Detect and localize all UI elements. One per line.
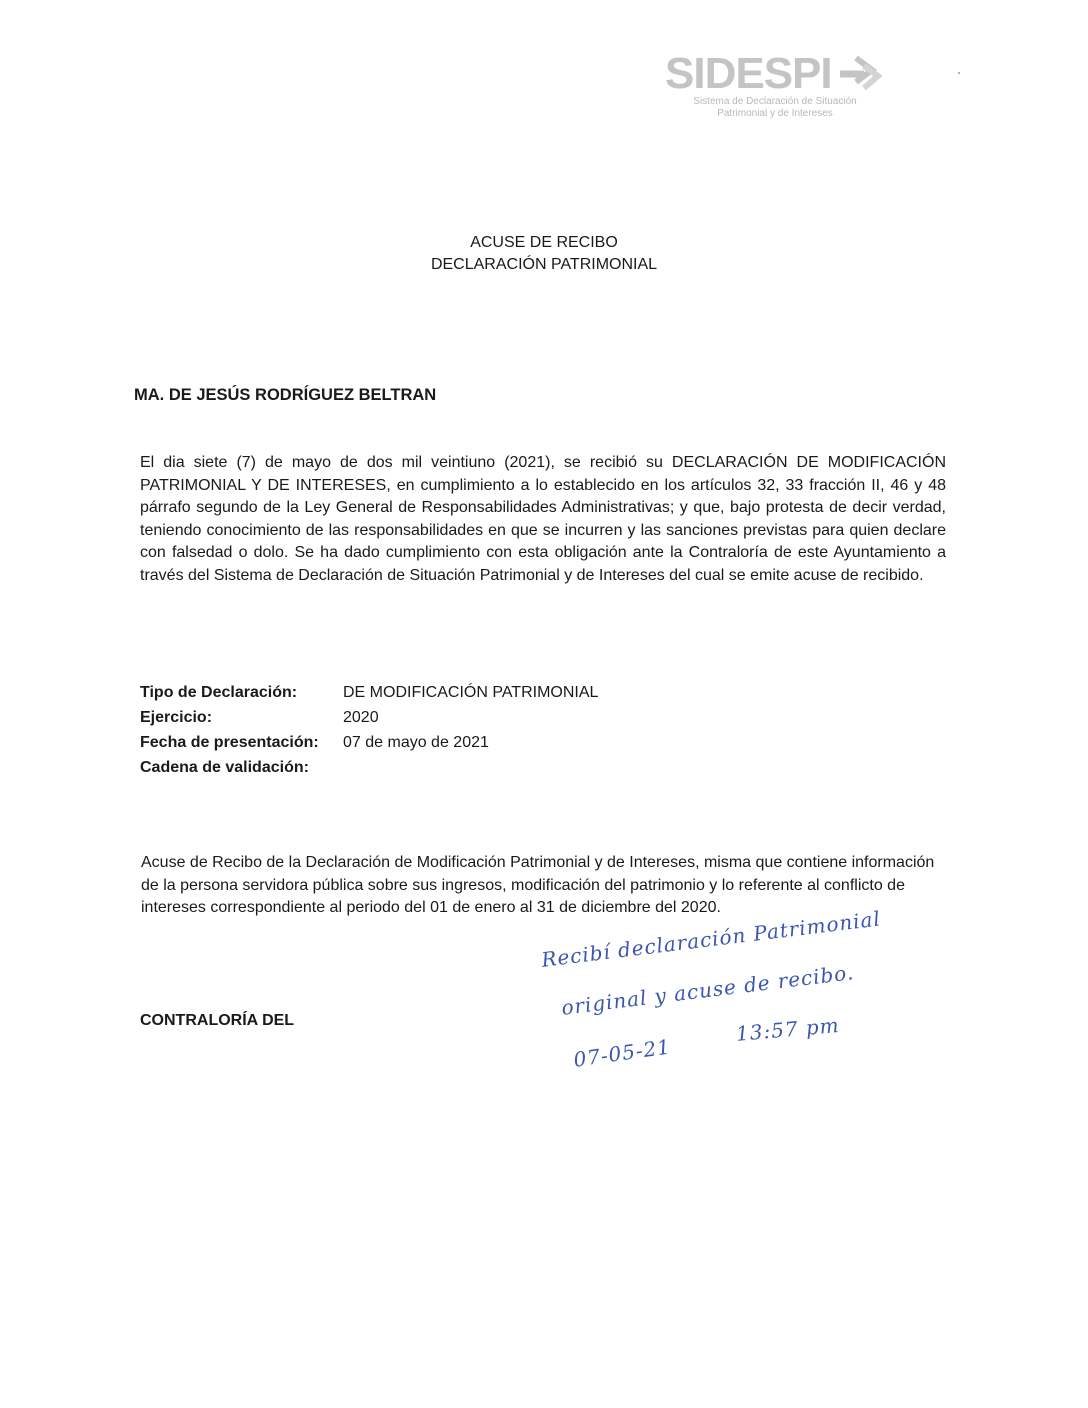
field-label: Tipo de Declaración: [140, 684, 298, 701]
title-line-2: DECLARACIÓN PATRIMONIAL [430, 256, 658, 273]
handwritten-date: 07-05-21 [572, 1034, 673, 1072]
logo-subtitle-1: Sistema de Declaración de Situación [693, 96, 857, 107]
handwritten-note-line-2: original y acuse de recibo. [560, 960, 856, 1020]
closing-paragraph: Acuse de Recibo de la Declaración de Modificación Patrimonial y de Intereses, misma que contiene información de la persona servidora pública sobre sus ingresos, modificación del patrimonio y lo referente al conflicto de intereses correspondiente al periodo del 01 de enero al 31 de diciembre del 2020. [141, 854, 935, 917]
field-row [140, 705, 598, 730]
handwritten-note-line-1: Recibí declaración Patrimonial [540, 906, 883, 972]
field-label: Cadena de validación: [140, 759, 309, 776]
logo-subtitle-2: Patrimonial y de Intereses [717, 108, 833, 119]
field-label: Ejercicio: [140, 709, 213, 726]
scan-speck [958, 72, 960, 74]
field-row [140, 730, 598, 755]
body-paragraph: El dia siete (7) de mayo de dos mil veintiuno (2021), se recibió su DECLARACIÓN DE MODIFICACIÓN PATRIMONIAL Y DE INTERESES, en cumplimiento a lo establecido en los artículos 32, 33 fracción II, 46 y 48 párrafo segundo de la Ley General de Responsabilidades Administrativas; y que, bajo protesta de decir verdad, teniendo conocimiento de las responsabilidades en que se incurren y las sanciones previstas para quien declare con falsedad o dolo. Se ha dado cumplimiento con esta obligación ante la Contraloría de este Ayuntamiento a través del Sistema de Declaración de Situación Patrimonial y de Intereses del cual se emite acuse de recibido. [140, 454, 946, 584]
handwritten-time: 13:57 pm [735, 1012, 841, 1046]
logo-wordmark: SIDESPI [665, 49, 832, 98]
field-value: DE MODIFICACIÓN PATRIMONIAL [343, 684, 599, 701]
title-line-1: ACUSE DE RECIBO [470, 234, 618, 251]
arrow-icon [838, 52, 882, 96]
field-value: 2020 [343, 709, 379, 726]
field-row [140, 680, 598, 705]
document-title [0, 232, 1088, 276]
sidespi-logo [665, 49, 895, 120]
field-label: Fecha de presentación: [140, 734, 319, 751]
recipient-name: MA. DE JESÚS RODRÍGUEZ BELTRAN [134, 386, 437, 404]
field-row [140, 755, 598, 780]
declaration-fields [140, 680, 598, 780]
field-value: 07 de mayo de 2021 [343, 734, 489, 751]
signature-block: CONTRALORÍA DEL [140, 1012, 295, 1029]
